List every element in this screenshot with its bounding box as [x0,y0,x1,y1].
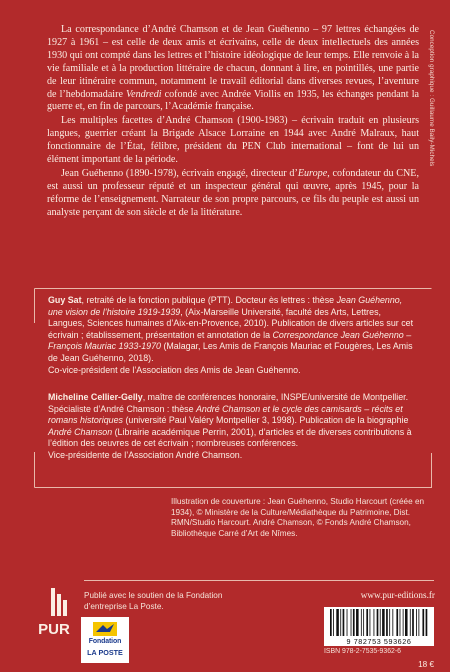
summary-text: , cofondateur du CNE, est aussi un professeur réputé et un inspecteur général qui œuvre, après 1945, pour la réforme de l’enseignement. Narrateur de son propre parcours, ce fils du peuple est aussi un analyste perçant de son siècle et de la littérature. [47,167,419,218]
bio-text: (Malagar, Les Amis de François Mauriac et Fougères, Les Amis de Jean Guéhenno, 2018). [48,341,413,363]
logo-bar [63,600,67,616]
bio-title: Correspondance Jean Guéhenno – François Mauriac 1933-1970 [48,329,412,352]
pur-logo [38,588,70,642]
la-poste-label: LA POSTE [87,648,123,657]
pur-logo-text: PUR [38,621,70,638]
cover-illustration-credit: Illustration de couverture : Jean Guéhenno, Studio Harcourt (créée en 1934), © Ministère de la Culture/Médiathèque du Patrimoine, Dist. RMN/Studio Harcourt. André Chamson, © Fonds André Chamson, Bibliothèque Carré d’Art de Nîmes. [171,497,425,538]
summary-paragraph-1 [47,24,419,114]
bio-text: , retraité de la fonction publique (PTT). Docteur ès lettres : thèse [81,295,337,305]
logo-bar [57,594,61,616]
barcode-digits: 9 782753 593626 [346,637,412,646]
bio-title: André Chamson et le cycle des camisards – récits et romans historiques [48,403,403,426]
fondation-la-poste-logo [81,617,129,663]
author-role: Vice-présidente de l’Association André Chamson. [48,449,243,460]
summary-paragraph-2: Les multiples facettes d’André Chamson (1900-1983) – écrivain traduit en plusieurs langues, guerrier créant la Brigade Alsace Lorraine en 1944 avec André Malraux, haut fonctionnaire de l’État, félibre, président du PEN Club international – font de lui un élément important de la période. [47,115,419,166]
isbn-number: ISBN 978-2-7535-9362-6 [324,648,401,655]
footer-divider [84,580,434,581]
bio-title: André Chamson [48,426,113,437]
authors-bio-box [34,288,432,488]
barcode-icon [330,609,428,636]
author-bio-guy-sat [48,295,414,376]
author-role: Co-vice-président de l’Association des Amis de Jean Guéhenno. [48,364,301,375]
bio-title: Jean Guéhenno, une vision de l’histoire 1919-1939 [48,295,403,317]
summary-paragraph-3 [47,168,419,220]
price: 18 € [418,660,434,669]
author-bio-text [48,392,414,450]
bio-text: (Librairie académique Perrin, 2001), d’articles et de diverses contributions à l’édition des oeuvres de cet écrivain ; nombreuses conférences. [48,426,412,449]
summary-italic: Vendredi [126,88,162,100]
summary-italic: Europe [297,167,328,179]
author-name: Guy Sat [48,295,82,305]
bio-text: (université Paul Valéry Montpellier 3, 1998). Publication de la biographie [122,415,409,426]
bio-text: , (Aix-Marseille Université, faculté des Arts, Lettres, Langues, Sciences humaines d’Aix-en-Provence, 2010). Publication de divers articles sur cet écrivain ; établissement, présentation et annotation de la [48,306,414,340]
summary-text: cofondé avec Andrée Viollis en 1935, les échanges pendant la guerre et, en fin de parcours, l’Académie française. [47,88,419,113]
logo-bar [51,588,55,616]
isbn-barcode [324,607,434,646]
author-bio-micheline-cellier-gelly [48,392,414,462]
summary-text: La correspondance d’André Chamson et de Jean Guéhenno – 97 lettres échangées de 1927 à 1961 – est celle de deux amis et écrivains, celle de deux intellectuels des années 1930 qui ont compté dans les lettres et l’histoire idéologique de leur temps. Elle renvoie à la vie familiale et à la production littéraire de chacun, donnant à lire, en pointillés, une partie de leur itinéraire commun, notamment le travail éditorial dans diverses revues, l’aventure de l’hebdomadaire [47,24,419,100]
support-notice: Publié avec le soutien de la Fondation d’entreprise La Poste. [84,591,223,611]
bio-text: , maître de conférences honoraire, INSPE/université de Montpellier. Spécialiste d’André Chamson : thèse [48,392,409,414]
back-cover-summary [47,24,419,221]
graphic-design-credit: Conception graphique : Guillaume Baily-Michels [428,30,435,167]
author-bio-text [48,295,414,365]
author-name: Micheline Cellier-Gelly [48,392,143,402]
publisher-website: www.pur-editions.fr [360,590,435,600]
fondation-label: Fondation [88,638,122,645]
la-poste-bird-icon [93,621,117,637]
summary-text: Jean Guéhenno (1890-1978), écrivain engagé, directeur d’ [61,167,298,179]
